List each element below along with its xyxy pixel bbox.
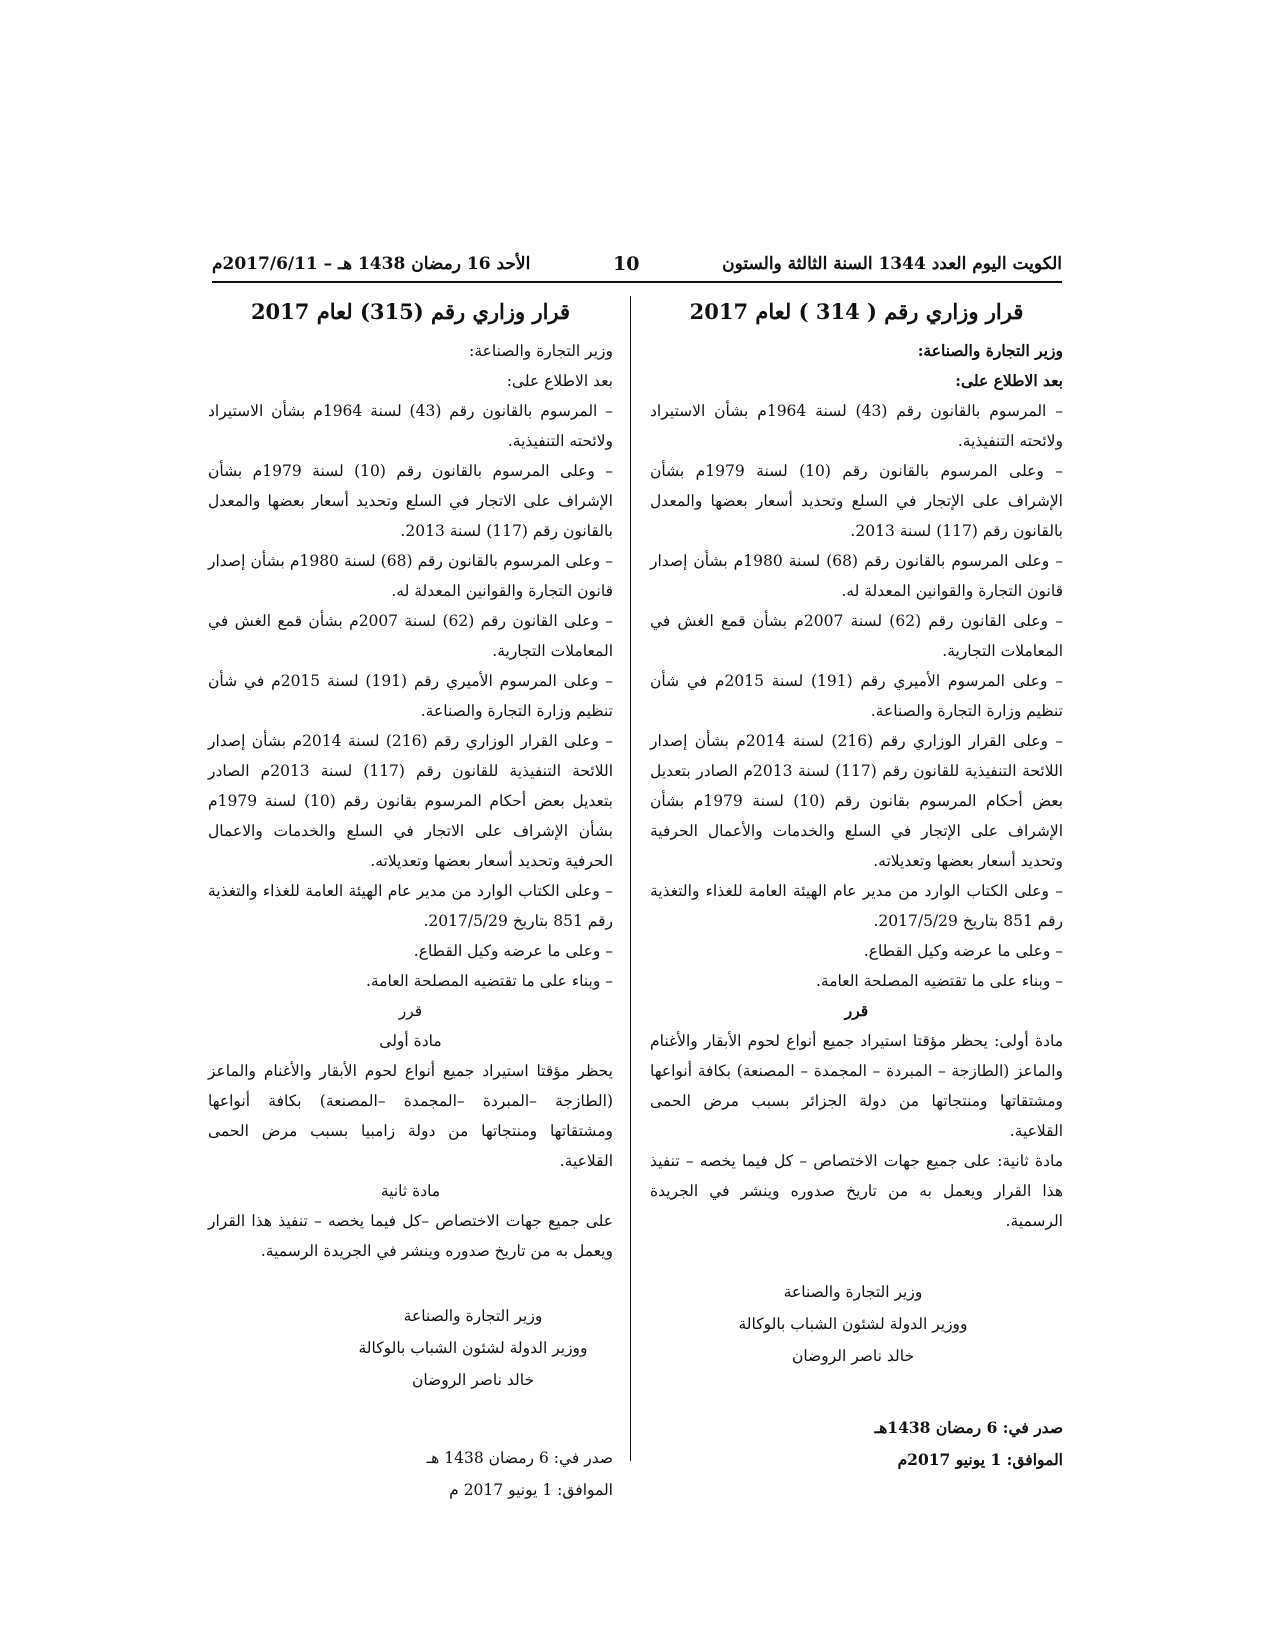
decree-decided: قرر: [844, 1001, 869, 1020]
decree-decided: قرر: [398, 1002, 423, 1020]
column-divider: [630, 296, 631, 1461]
signature-name: خالد ناصر الروضان: [791, 1347, 915, 1365]
decree-article-2: على جميع جهات الاختصاص –كل فيما يخصه – تنفيذ هذا القرار ويعمل به من تاريخ صدوره وينشر في الجريدة الرسمية.: [208, 1212, 613, 1260]
decree-title: قرار وزاري رقم (315) لعام 2017: [250, 299, 571, 324]
signature-name: خالد ناصر الروضان: [411, 1371, 535, 1389]
decree-item: – وعلى المرسوم بالقانون رقم (68) لسنة 1980م بشأن إصدار قانون التجارة والقوانين المعدلة له.: [208, 552, 613, 600]
decree-item: – وعلى المرسوم بالقانون رقم (68) لسنة 1980م بشأن إصدار قانون التجارة والقوانين المعدلة له.: [650, 552, 1063, 600]
decree-minister: وزير التجارة والصناعة:: [917, 341, 1063, 360]
decree-item: – وعلى ما عرضه وكيل القطاع.: [863, 942, 1063, 960]
header-rule: [212, 281, 1062, 283]
decree-item: – المرسوم بالقانون رقم (43) لسنة 1964م بشأن الاستيراد ولائحته التنفيذية.: [650, 402, 1063, 450]
decree-item: – وعلى المرسوم الأميري رقم (191) لسنة 2015م في شأن تنظيم وزارة التجارة والصناعة.: [208, 672, 614, 720]
article-2-heading: مادة ثانية: [380, 1182, 441, 1200]
header-date: الأحد 16 رمضان 1438 هـ – 2017/6/11م: [212, 254, 531, 274]
signature-title: وزير التجارة والصناعة: [783, 1283, 923, 1301]
decree-item: – وبناء على ما تقتضيه المصلحة العامة.: [815, 972, 1063, 990]
decree-315: [208, 296, 613, 1506]
decree-item: – وعلى القانون رقم (62) لسنة 2007م بشأن قمع الغش في المعاملات التجارية.: [208, 612, 613, 660]
decree-item: – وعلى القرار الوزاري رقم (216) لسنة 2014م بشأن إصدار اللائحة التنفيذية للقانون رقم (117) لسنة 2013م الصادر بتعديل بعض أحكام المرسوم بقانون رقم (10) لسنة 1979م بشأن الإشراف على الاتجار في السلع والخدمات والاعمال الحرفية وتحديد أسعار بعضها وتعديلاته.: [208, 732, 613, 870]
issued-date: صدر في: 6 رمضان 1438 هـ: [426, 1449, 613, 1467]
decree-item: – وعلى القانون رقم (62) لسنة 2007م بشأن قمع الغش في المعاملات التجارية.: [650, 612, 1063, 660]
decree-item: – المرسوم بالقانون رقم (43) لسنة 1964م بشأن الاستيراد ولائحته التنفيذية.: [208, 402, 613, 450]
decree-item: – وبناء على ما تقتضيه المصلحة العامة.: [365, 972, 613, 990]
decree-item: – وعلى المرسوم بالقانون رقم (10) لسنة 1979م بشأن الإشراف على الإتجار في السلع وتحديد أسعار بعضها والمعدل بالقانون رقم (117) لسنة 2013.: [650, 462, 1063, 540]
issued-date-gregorian: الموافق: 1 يونيو 2017م: [897, 1450, 1063, 1469]
decree-article-2: مادة ثانية: على جميع جهات الاختصاص – كل فيما يخصه – تنفيذ هذا القرار ويعمل به من تاريخ صدوره وينشر في الجريدة الرسمية.: [650, 1152, 1063, 1230]
issued-date-gregorian: الموافق: 1 يونيو 2017 م: [449, 1481, 613, 1499]
decree-item: – وعلى القرار الوزاري رقم (216) لسنة 2014م بشأن إصدار اللائحة التنفيذية للقانون رقم (117) لسنة 2013م الصادر بتعديل بعض أحكام المرسوم بقانون رقم (10) لسنة 1979م بشأن الإشراف على الإتجار في السلع والخدمات والأعمال الحرفية وتحديد أسعار بعضها وتعديلاته.: [650, 732, 1064, 870]
article-1-heading: مادة أولى: [379, 1032, 442, 1050]
decree-article-1: مادة أولى: يحظر مؤقتا استيراد جميع أنواع لحوم الأبقار والأغنام والماعز (الطازجة – المبردة – المجمدة – المصنعة) بكافة أنواعها ومشتقاتها ومنتجاتها من دولة الجزائر بسبب مرض الحمى القلاعية.: [650, 1032, 1063, 1140]
decree-item: – وعلى الكتاب الوارد من مدير عام الهيئة العامة للغذاء والتغذية رقم 851 بتاريخ 2017/5/29.: [650, 882, 1063, 930]
issued-date: صدر في: 6 رمضان 1438هـ: [874, 1418, 1063, 1437]
page-number: 10: [612, 253, 640, 275]
decree-item: – وعلى المرسوم الأميري رقم (191) لسنة 2015م في شأن تنظيم وزارة التجارة والصناعة.: [650, 672, 1063, 720]
decree-after-review: بعد الاطلاع على:: [955, 371, 1063, 390]
decree-item: – وعلى ما عرضه وكيل القطاع.: [413, 942, 613, 960]
page-header: [212, 250, 1062, 278]
decree-item: – وعلى الكتاب الوارد من مدير عام الهيئة العامة للغذاء والتغذية رقم 851 بتاريخ 2017/5/29.: [208, 882, 613, 930]
header-issue-info: الكويت اليوم العدد 1344 السنة الثالثة والستون: [722, 254, 1062, 274]
decree-item: – وعلى المرسوم بالقانون رقم (10) لسنة 1979م بشأن الإشراف على الاتجار في السلع وتحديد أسعار بعضها والمعدل بالقانون رقم (117) لسنة 2013.: [208, 462, 613, 540]
signature-title: وزير التجارة والصناعة: [403, 1307, 543, 1325]
decree-after-review: بعد الاطلاع على:: [506, 372, 613, 390]
signature-title-2: ووزير الدولة لشئون الشباب بالوكالة: [358, 1339, 588, 1357]
decree-article-1: يحظر مؤقتا استيراد جميع أنواع لحوم الأبقار والأغنام والماعز (الطازجة –المبردة –المجمدة –المصنعة) بكافة أنواعها ومشتقاتها ومنتجاتها من دولة زامبيا بسبب مرض الحمى القلاعية.: [208, 1062, 613, 1170]
decree-title: قرار وزاري رقم ( 314 ) لعام 2017: [689, 299, 1024, 324]
decree-314: [650, 296, 1063, 1476]
signature-title-2: ووزير الدولة لشئون الشباب بالوكالة: [738, 1315, 968, 1333]
decree-minister: وزير التجارة والصناعة:: [469, 342, 613, 360]
